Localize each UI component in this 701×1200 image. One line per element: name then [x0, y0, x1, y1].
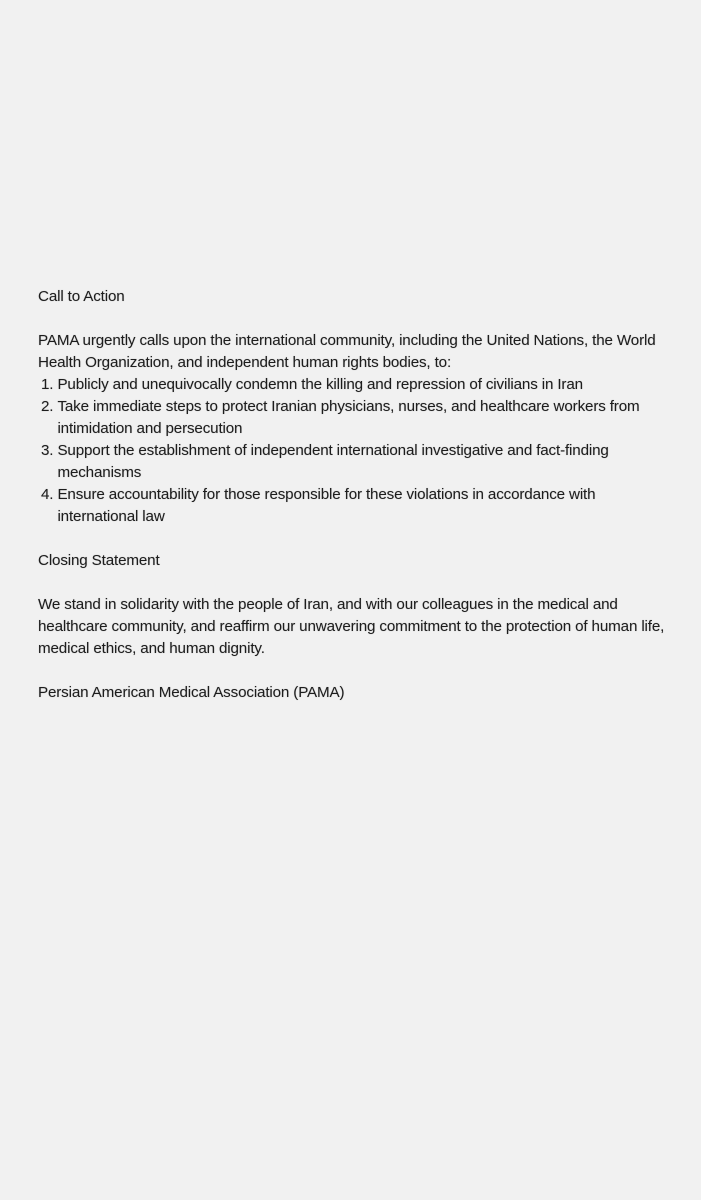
action-item-4 [38, 484, 668, 528]
spacer [38, 660, 668, 682]
action-item-2 [38, 396, 668, 440]
action-item-number: 3. [41, 442, 58, 459]
closing-heading: Closing Statement [38, 552, 160, 569]
action-list [38, 374, 668, 528]
spacer [38, 308, 668, 330]
closing-body: We stand in solidarity with the people of Iran, and with our colleagues in the medical and healthcare community, and reaffirm our unwavering commitment to the protection of human life, medical ethics, and human dignity. [38, 596, 665, 657]
action-item-text: Ensure accountability for those responsible for these violations in accordance with international law [57, 486, 596, 525]
spacer [38, 528, 668, 550]
statement-content [38, 286, 668, 704]
spacer [38, 572, 668, 594]
action-item-number: 4. [41, 486, 58, 503]
action-item-1 [38, 374, 668, 396]
call-to-action-intro: PAMA urgently calls upon the international community, including the United Nations, the World Health Organization, and independent human rights bodies, to: [38, 332, 656, 371]
action-item-3 [38, 440, 668, 484]
action-item-number: 2. [41, 398, 58, 415]
action-item-number: 1. [41, 376, 58, 393]
action-item-text: Support the establishment of independent international investigative and fact-finding mechanisms [57, 442, 609, 481]
signature: Persian American Medical Association (PAMA) [38, 684, 345, 701]
action-item-text: Take immediate steps to protect Iranian physicians, nurses, and healthcare workers from intimidation and persecution [57, 398, 640, 437]
call-to-action-heading: Call to Action [38, 288, 125, 305]
action-item-text: Publicly and unequivocally condemn the killing and repression of civilians in Iran [57, 376, 583, 393]
